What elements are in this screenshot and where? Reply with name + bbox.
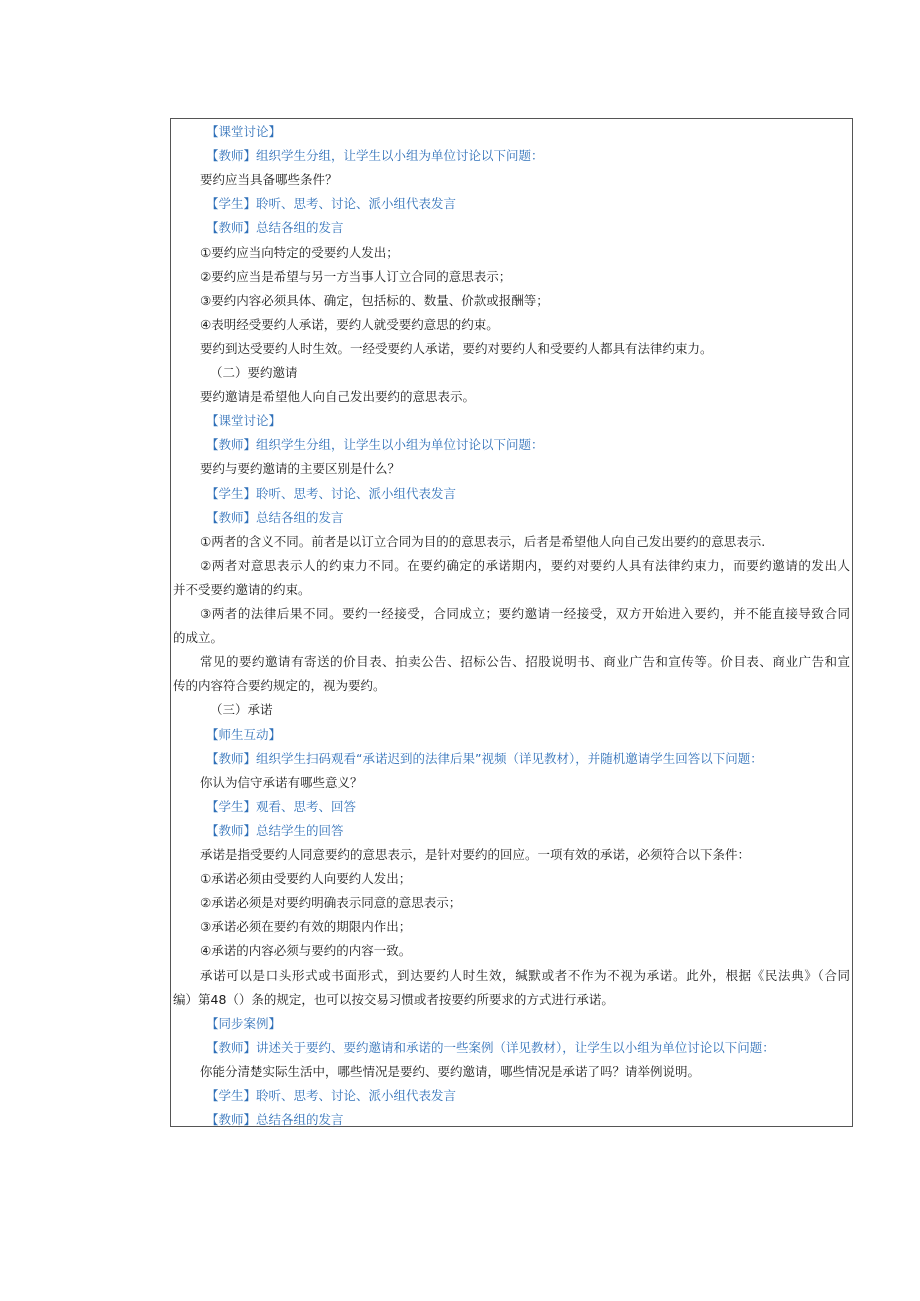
content-line: 【教师】总结各组的发言 xyxy=(206,1112,344,1128)
content-line: 【教师】讲述关于要约、要约邀请和承诺的一些案例（详见教材），让学生以小组为单位讨论以下问题： xyxy=(206,1039,775,1055)
content-line: 你认为信守承诺有哪些意义？ xyxy=(200,774,363,790)
content-line: ②要约应当是希望与另一方当事人订立合同的意思表示； xyxy=(200,268,512,284)
content-line: ③承诺必须在要约有效的期限内作出； xyxy=(200,919,412,935)
lesson-content-box xyxy=(170,118,853,1127)
content-line: 要约邀请是希望他人向自己发出要约的意思表示。 xyxy=(200,389,476,405)
content-line: ③要约内容必须具体、确定，包括标的、数量、价款或报酬等； xyxy=(200,292,549,308)
content-line: 【教师】组织学生扫码观看“承诺迟到的法律后果”视频（详见教材），并随机邀请学生回答以下问题： xyxy=(206,750,763,766)
content-line: 【课堂讨论】 xyxy=(206,124,282,139)
content-line: 【学生】聆听、思考、讨论、派小组代表发言 xyxy=(206,485,457,501)
content-line: 【教师】组织学生分组，让学生以小组为单位讨论以下问题： xyxy=(206,437,544,453)
content-line: 要约与要约邀请的主要区别是什么？ xyxy=(200,461,401,477)
content-line: ④表明经受要约人承诺，要约人就受要约意思的约束。 xyxy=(200,316,499,332)
content-line: 【教师】总结学生的回答 xyxy=(206,822,344,838)
content-line: （三）承诺 xyxy=(210,702,273,718)
content-line: 传的内容符合要约规定的，视为要约。 xyxy=(173,678,386,694)
content-line: 要约应当具备哪些条件？ xyxy=(200,172,338,188)
content-line: （二）要约邀请 xyxy=(210,365,298,380)
content-line: 【同步案例】 xyxy=(206,1015,282,1031)
content-line: 承诺可以是口头形式或书面形式，到达要约人时生效，缄默或者不作为不视为承诺。此外，根据《民法典》（合同 xyxy=(200,967,850,983)
content-line: 的成立。 xyxy=(173,630,224,646)
content-line: 【学生】观看、思考、回答 xyxy=(206,798,357,814)
content-line: 常见的要约邀请有寄送的价目表、拍卖公告、招标公告、招股说明书、商业广告和宣传等。价目表、商业广告和宣 xyxy=(200,654,850,670)
content-line: 承诺是指受要约人同意要约的意思表示，是针对要约的回应。一项有效的承诺，必须符合以下条件： xyxy=(200,847,751,862)
content-line: ③两者的法律后果不同。要约一经接受，合同成立；要约邀请一经接受，双方开始进入要约，并不能直接导致合同 xyxy=(200,606,850,621)
content-line: 要约到达受要约人时生效。一经受要约人承诺，要约对要约人和受要约人都具有法律约束力。 xyxy=(200,340,713,356)
content-line: 编）第48（）条的规定，也可以按交易习惯或者按要约所要求的方式进行承诺。 xyxy=(173,991,614,1007)
content-line: 【学生】聆听、思考、讨论、派小组代表发言 xyxy=(206,196,457,212)
content-line: 并不受要约邀请的约束。 xyxy=(173,581,311,597)
content-line: ②两者对意思表示人的约束力不同。在要约确定的承诺期内，要约对要约人具有法律约束力，而要约邀请的发出人 xyxy=(200,557,850,573)
content-line: 【学生】聆听、思考、讨论、派小组代表发言 xyxy=(206,1088,457,1103)
content-line: 你能分清楚实际生活中，哪些情况是要约、要约邀请，哪些情况是承诺了吗？请举例说明。 xyxy=(200,1063,701,1079)
content-line: ②承诺必须是对要约明确表示同意的意思表示； xyxy=(200,895,462,911)
content-line: 【师生互动】 xyxy=(206,726,282,742)
content-line: ④承诺的内容必须与要约的内容一致。 xyxy=(200,943,412,959)
content-line: ①两者的含义不同。前者是以订立合同为目的的意思表示，后者是希望他人向自己发出要约的意思表示. xyxy=(200,533,766,549)
content-line: ①要约应当向特定的受要约人发出； xyxy=(200,244,399,260)
content-line: 【教师】组织学生分组，让学生以小组为单位讨论以下问题： xyxy=(206,148,544,164)
content-line: ①承诺必须由受要约人向要约人发出； xyxy=(200,871,412,887)
content-line: 【教师】总结各组的发言 xyxy=(206,509,344,525)
lesson-lines xyxy=(171,119,852,1126)
content-line: 【教师】总结各组的发言 xyxy=(206,220,344,236)
content-line: 【课堂讨论】 xyxy=(206,413,282,429)
